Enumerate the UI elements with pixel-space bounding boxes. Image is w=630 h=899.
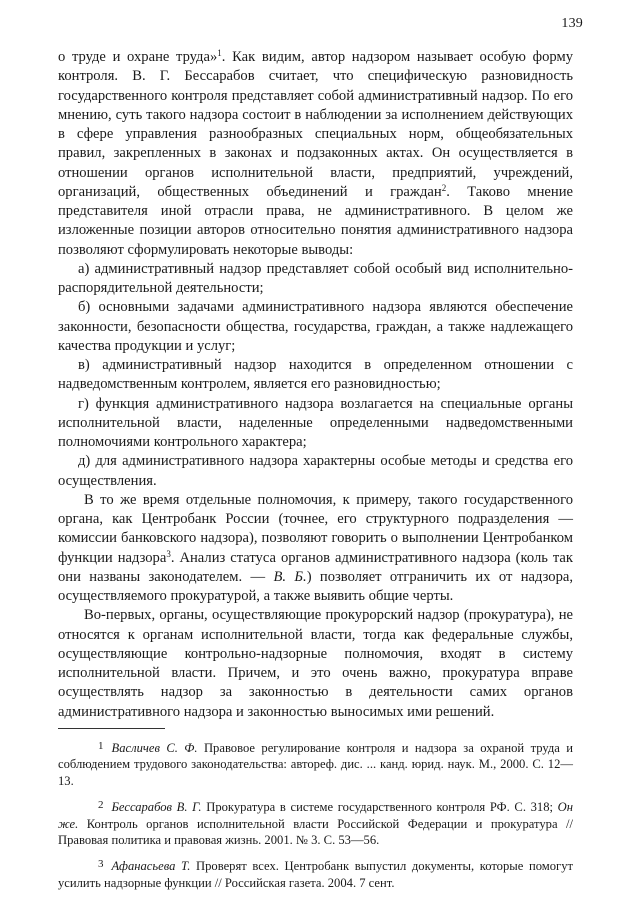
paragraph-1-text-b: . Как видим, автор надзором называет особую форму контроля. В. Г. Бессарабов считает, что специфическую разновидность государственного контроля представляет собой административный надзор. По его мнению, суть такого надзора состоит в наблюдении за исполнением действующих в сфере управления разнообразных специальных норм, общеобязательных правил, закрепленных в законах и подзаконных актах. Он осуществляется в отношении органов исполнительной власти, предприятий, учреждений, организаций, общественных объединений и граждан — [58, 49, 573, 200]
footnote-ref-3[interactable]: 3 — [166, 548, 171, 559]
footnote-3-author: Афанасьева Т. — [111, 859, 191, 874]
footnote-1 — [58, 738, 573, 789]
footnote-1-number: 1 — [98, 740, 104, 752]
paragraph-1-text-c: . Таково мнение представителя иной отрасли права, не административного. В целом же изложенные позиции авторов относительно понятия административного надзора позволяют сформулировать некоторые выводы: — [58, 183, 573, 258]
paragraph-1 — [58, 48, 573, 260]
footnotes — [58, 738, 573, 899]
footnote-3-number: 3 — [98, 858, 104, 871]
footnote-2-number: 2 — [98, 799, 104, 812]
paragraph-2-text-b: . Анализ статуса органов административного надзора (коль так они названы законодателем. — — [58, 549, 574, 585]
list-item-v: в) административный надзор находится в определенном отношении с надведомственным контролем, является его разновидностью; — [58, 357, 573, 393]
list-item-g: г) функция административного надзора возлагается на специальные органы исполнительной власти, наделенные определенными надведомственными полномочиями контрольного характера; — [58, 395, 573, 450]
footnote-ref-2[interactable]: 2 — [441, 182, 447, 193]
list-item-d: д) для административного надзора характерны особые методы и средства его осуществления. — [58, 453, 573, 489]
paragraph-2-text-a: В то же время отдельные полномочия, к примеру, такого государственного органа, как Центробанк России (точнее, его структурного подразделения — комиссии банковского надзора), позволяют говорить о выполнении Центробанком функции надзора — [58, 491, 573, 566]
paragraph-2 — [58, 491, 573, 607]
footnote-2-author: Бессарабов В. Г. — [111, 800, 202, 815]
footnote-2-text-a: Прокуратура в системе государственного контроля РФ. С. 318; — [201, 800, 558, 815]
page-number: 139 — [561, 16, 583, 31]
paragraph-2-text-c: ) позволяет отграничить их от надзора, осуществляемого прокуратурой, а также выявить общие черты. — [58, 568, 573, 604]
footnote-3-text: Проверят всех. Центробанк выпустил документы, которые помогут усилить надзорные функции // Российская газета. 2004. 7 сент. — [58, 859, 573, 890]
footnote-2-text-b: Контроль органов исполнительной власти Российской Федерации и прокуратура // Правовая политика и правовая жизнь. 2001. № 3. С. 53—56. — [58, 816, 573, 848]
paragraph-3: Во-первых, органы, осуществляющие прокурорский надзор (прокуратура), не относятся к органам исполнительной власти, тогда как федеральные службы, осуществляющие контрольно-надзорные полномочия, входят в систему исполнительной власти. Причем, и это очень важно, прокуратура вправе осуществлять надзор за законностью в деятельности самих органов административного надзора и законностью выносимых ими решений. — [58, 607, 573, 720]
list-item-a: а) административный надзор представляет собой особый вид исполнительно-распорядительной деятельности; — [58, 260, 573, 296]
footnote-1-author: Васличев С. Ф. — [111, 741, 198, 755]
footnote-1-text: Правовое регулирование контроля и надзора за охраной труда и соблюдением трудового законодательства: автореф. дис. ... канд. юрид. наук. М., 2000. С. 12—13. — [58, 741, 573, 788]
footnote-3 — [58, 856, 573, 891]
footnote-divider — [58, 728, 165, 729]
list-item-b: б) основными задачами административного надзора являются обеспечение законности, безопасности общества, государства, граждан, а также надлежащего качества продукции и услуг; — [58, 299, 573, 354]
paragraph-2-initials: В. Б. — [273, 568, 307, 585]
paragraph-1-text-a: о труде и охране труда» — [58, 49, 218, 65]
body-text — [58, 48, 573, 722]
footnote-2 — [58, 797, 573, 848]
footnote-2-author-2: Он же. — [58, 800, 574, 831]
footnote-ref-1[interactable]: 1 — [217, 48, 222, 58]
